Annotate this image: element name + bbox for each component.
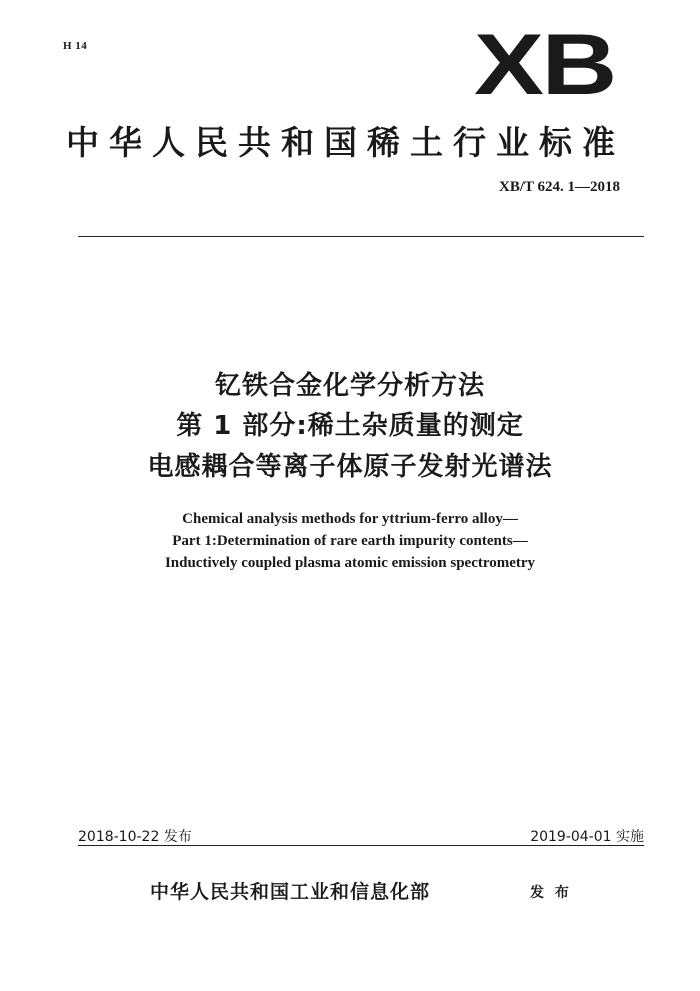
- title-cn-line3: 电感耦合等离子体原子发射光谱法: [147, 452, 553, 482]
- bottom-divider: [78, 845, 644, 846]
- org-title: 中华人民共和国稀土行业标准: [66, 123, 625, 162]
- xb-logo: XB: [474, 17, 615, 113]
- title-cn-line2: 第 1 部分:稀土杂质量的测定: [176, 411, 524, 441]
- title-en-line3: Inductively coupled plasma atomic emission spectrometry: [164, 555, 536, 571]
- classification-code: H 14: [63, 40, 88, 52]
- issue-label: 发 布: [530, 885, 572, 901]
- top-divider: [78, 236, 644, 237]
- issue-date: 2018-10-22 发布: [78, 829, 192, 845]
- title-en-line1: Chemical analysis methods for yttrium-ferro alloy—: [182, 511, 518, 527]
- standard-number: XB/T 624. 1—2018: [499, 179, 620, 195]
- issuer: 中华人民共和国工业和信息化部: [150, 881, 431, 903]
- title-en-line2: Part 1:Determination of rare earth impurity contents—: [172, 533, 528, 549]
- implementation-date: 2019-04-01 实施: [530, 829, 644, 845]
- title-cn-line1: 钇铁合金化学分析方法: [214, 371, 485, 401]
